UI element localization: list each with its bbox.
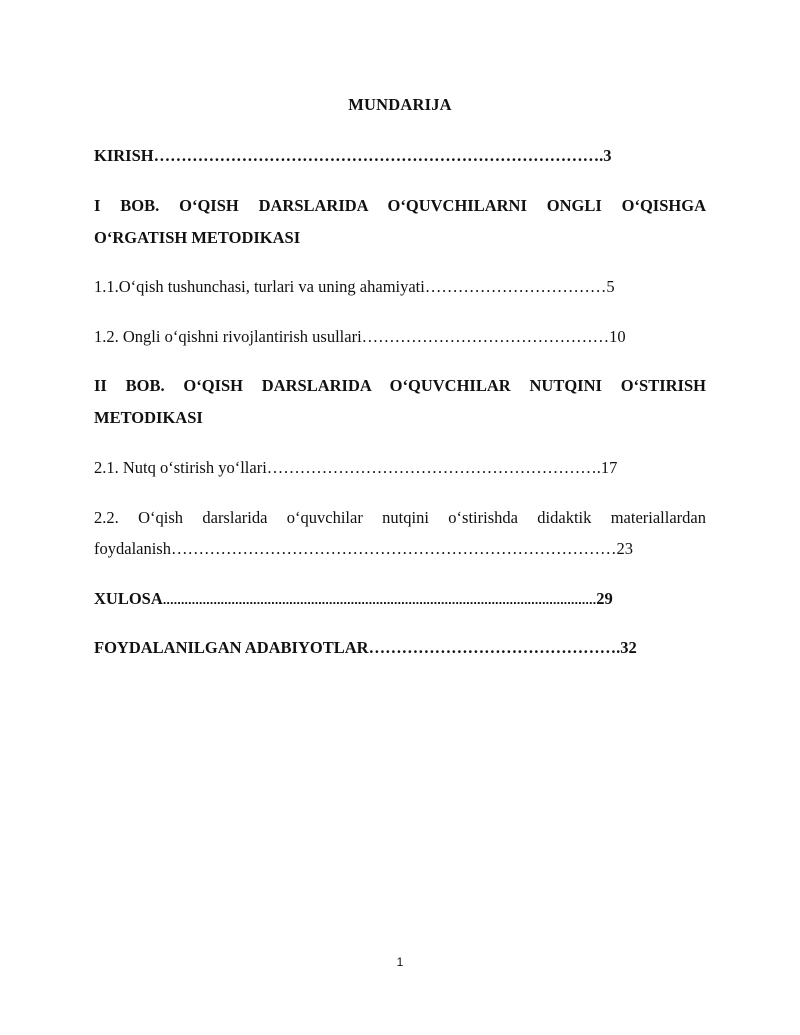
xulosa-label: XULOSA (94, 589, 163, 608)
toc-chapter2-title-line1: II BOB. O‘QISH DARSLARIDA O‘QUVCHILAR NUTQINI O‘STIRISH (94, 376, 706, 395)
xulosa-leader-dots: ........................................................................................................................ (162, 592, 597, 607)
toc-entry-xulosa (94, 589, 613, 609)
toc-section-1-2: 1.2. Ongli o‘qishni rivojlantirish usullari………………………………………10 (94, 327, 626, 346)
toc-chapter2-title-line2: METODIKASI (94, 408, 203, 427)
toc-section-1-1: 1.1.O‘qish tushunchasi, turlari va uning ahamiyati……………………………5 (94, 277, 615, 296)
xulosa-page: 29 (596, 589, 613, 608)
toc-entry-adabiyotlar: FOYDALANILGAN ADABIYOTLAR……………………………………….32 (94, 638, 637, 657)
toc-section-2-2-line1: 2.2. O‘qish darslarida o‘quvchilar nutqini o‘stirishda didaktik materiallardan (94, 508, 706, 527)
page-number: 1 (396, 955, 404, 969)
page-title: MUNDARIJA (348, 95, 452, 114)
toc-section-2-1: 2.1. Nutq o‘stirish yo‘llari…………………………………………………….17 (94, 458, 618, 477)
toc-chapter1-title-line2: O‘RGATISH METODIKASI (94, 228, 301, 247)
toc-section-2-2-line2: foydalanish………………………………………………………………………23 (94, 539, 633, 558)
toc-chapter1-title-line1: I BOB. O‘QISH DARSLARIDA O‘QUVCHILARNI ONGLI O‘QISHGA (94, 196, 706, 215)
toc-entry-kirish: KIRISH……………………………………………………………………….3 (94, 146, 612, 165)
